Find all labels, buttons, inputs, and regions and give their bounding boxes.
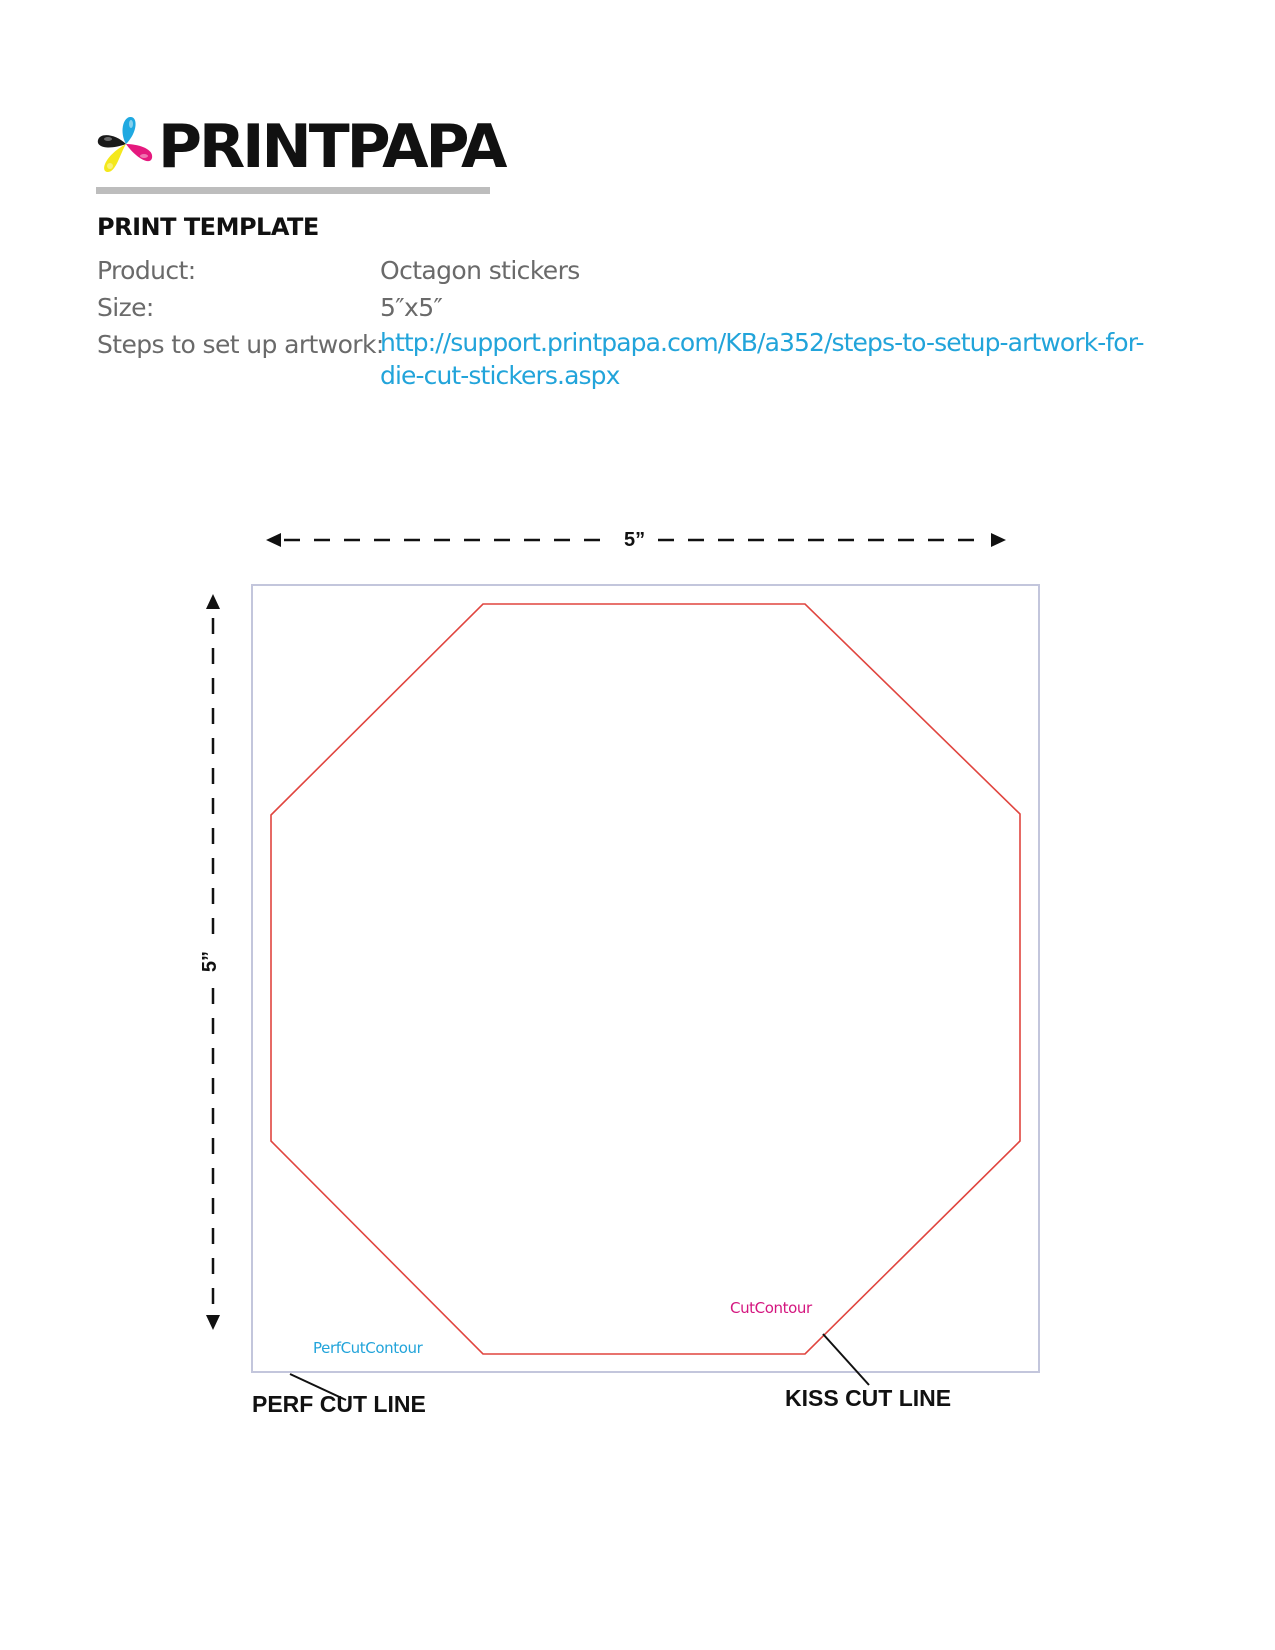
arrow-right-icon	[991, 533, 1006, 547]
brand-name: PRINTPAPA	[158, 112, 505, 182]
arrow-down-icon	[206, 1315, 220, 1330]
size-value: 5″x5″	[380, 293, 443, 322]
octagon-cut-contour	[271, 604, 1020, 1354]
arrow-up-icon	[206, 594, 220, 609]
page-title: PRINT TEMPLATE	[97, 213, 319, 241]
product-value: Octagon stickers	[380, 256, 580, 285]
size-label: Size:	[97, 293, 154, 322]
perf-cut-line-callout: PERF CUT LINE	[252, 1391, 426, 1417]
kiss-cut-line-callout: KISS CUT LINE	[785, 1385, 952, 1411]
artwork-setup-link[interactable]: http://support.printpapa.com/KB/a352/steps-to-setup-artwork-for-die-cut-stickers.aspx	[380, 328, 1144, 390]
product-label: Product:	[97, 256, 196, 285]
arrow-left-icon	[266, 533, 281, 547]
cut-contour-label: CutContour	[730, 1299, 812, 1317]
perf-contour-label: PerfCutContour	[313, 1339, 423, 1357]
width-dimension-label: 5”	[624, 529, 646, 551]
kiss-leader-line	[823, 1334, 869, 1385]
perf-cut-border	[252, 585, 1039, 1372]
steps-label: Steps to set up artwork:	[97, 330, 384, 359]
height-dimension-label: 5”	[199, 950, 222, 973]
